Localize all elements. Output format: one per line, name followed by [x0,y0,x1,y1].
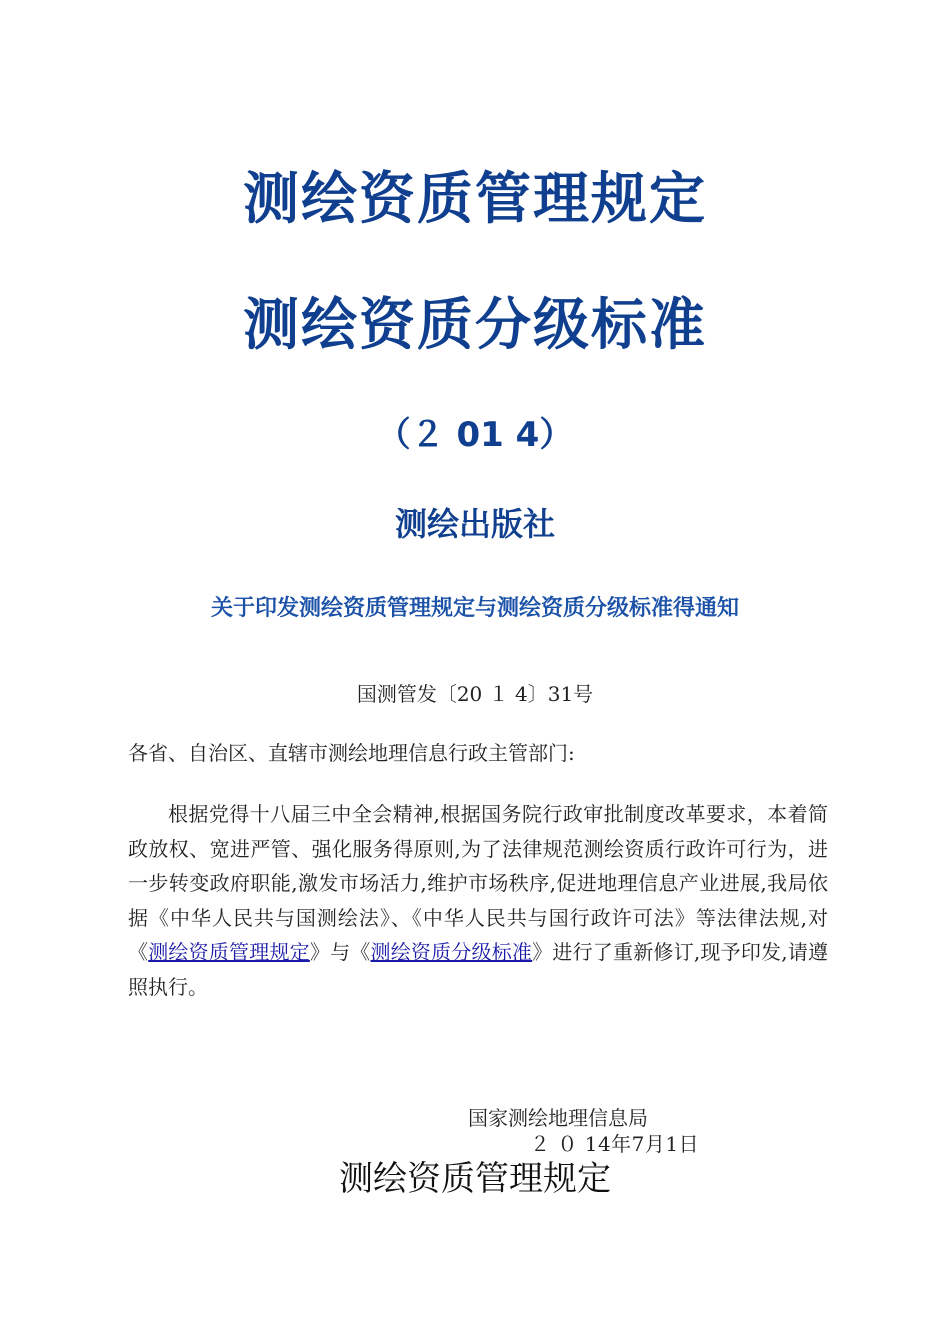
year-label: （２ 01 4） [376,415,574,455]
document-number: 国测管发〔20 １ 4〕31号 [356,682,594,706]
body-text-part2: 》与《 [309,940,371,964]
body-paragraph [128,797,828,1004]
body-text-part3: 》进行了重新修订,现予印发,请遵照执行。 [128,940,829,999]
sub-title: 测绘资质分级标准 [243,293,707,358]
link-management-regulation[interactable]: 测绘资质管理规定 [148,940,310,964]
section-heading: 测绘资质管理规定 [339,1159,611,1199]
publisher-name: 测绘出版社 [394,505,555,543]
notice-title: 关于印发测绘资质管理规定与测绘资质分级标准得通知 [210,596,739,621]
signature-organization: 国家测绘地理信息局 [468,1106,648,1130]
link-grading-standard[interactable]: 测绘资质分级标准 [370,940,533,964]
signature-date: ２ ０ 14年7月1日 [530,1132,700,1156]
main-title: 测绘资质管理规定 [243,167,707,232]
body-text-part1: 根据党得十八届三中全会精神,根据国务院行政审批制度改革要求，本着简政放权、宽进严管、强化服务得原则,为了法律规范测绘资质行政许可行为，进一步转变政府职能,激发市场活力,维护市场秩序,促进地理信息产业进展,我局依据《中华人民共与国测绘法》、《中华人民共与国行政许可法》等法律法规,对《 [128,802,828,964]
addressee-line: 各省、自治区、直辖市测绘地理信息行政主管部门: [128,741,575,765]
